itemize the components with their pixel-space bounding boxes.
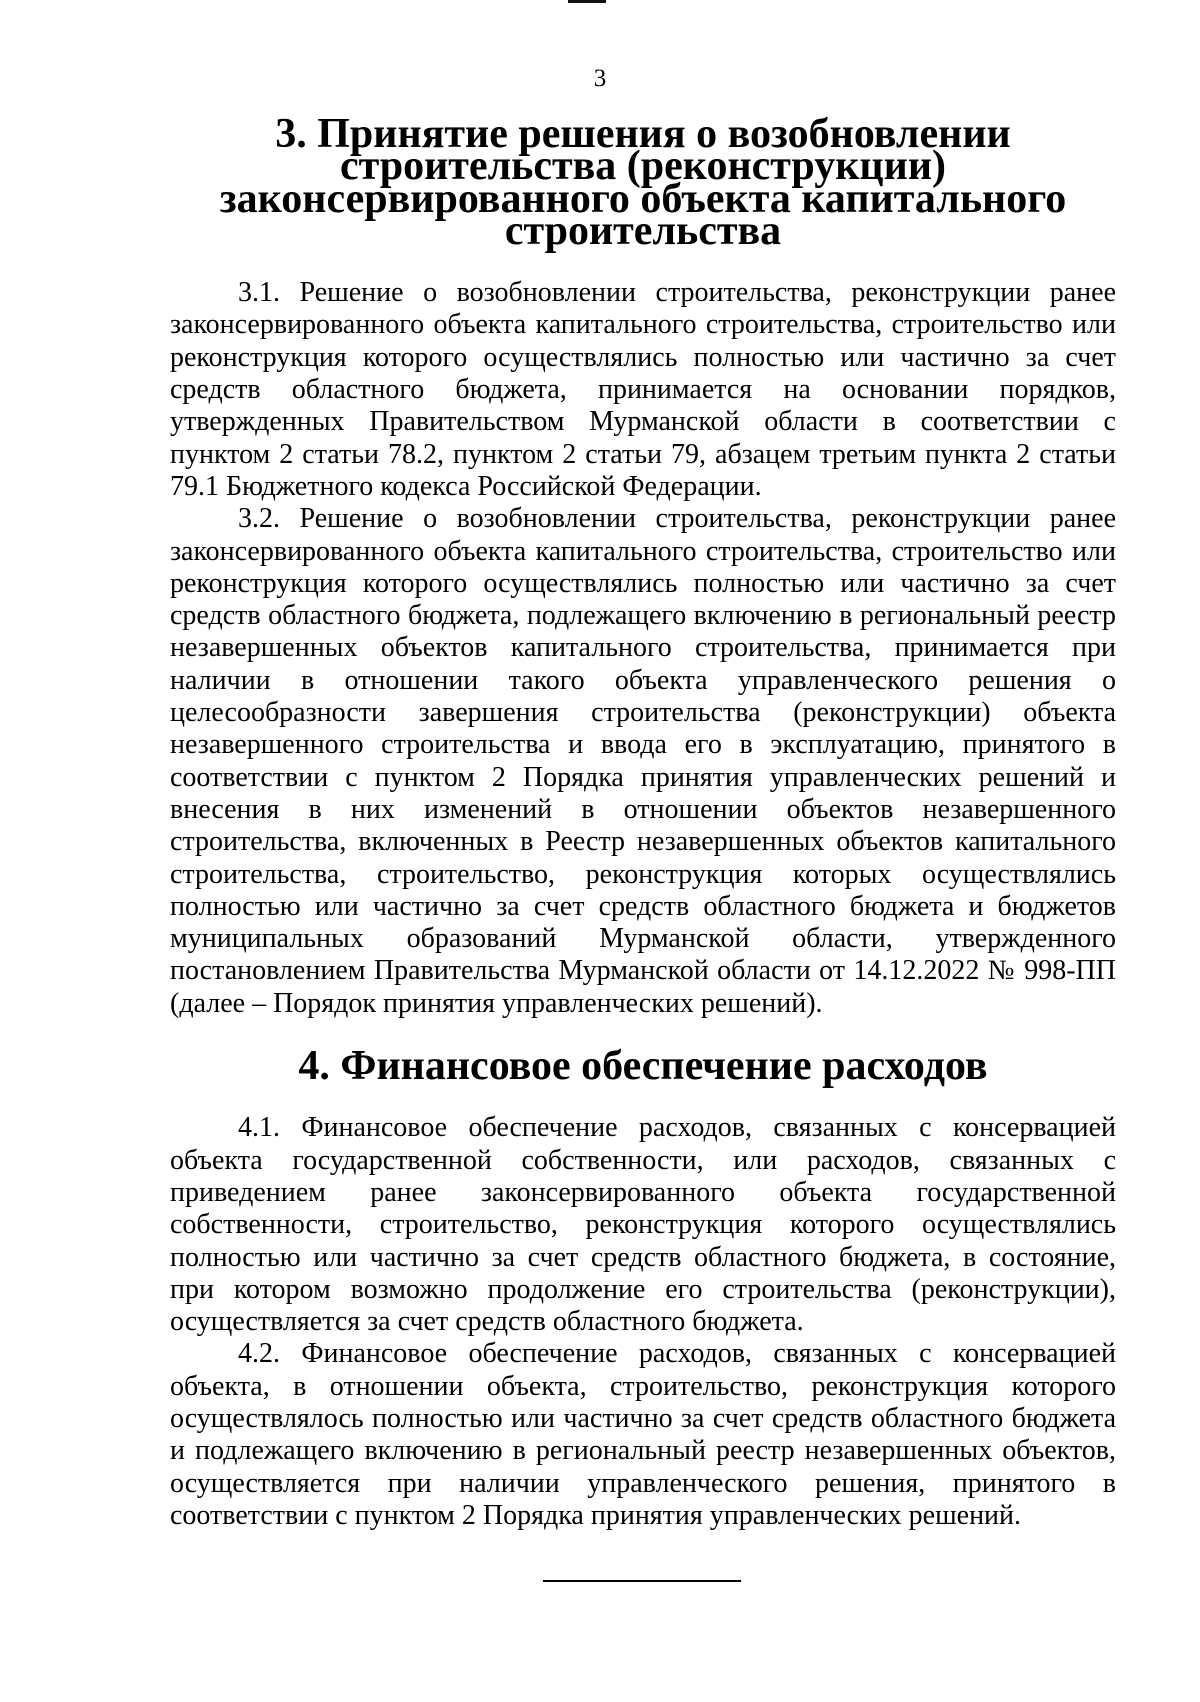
paragraph-4-1: 4.1. Финансовое обеспечение расходов, связанных с консервацией объекта государственной собственности, или расходов, связанных с приведением ранее законсервированного объекта государственной собственности, строительство, реконструкция которого осуществлялись полностью или частично за счет средств областного бюджета, в состояние, при котором возможно продолжение его строительства (реконструкции), осуществляется за счет средств областного бюджета. bbox=[170, 1112, 1116, 1338]
paragraph-3-1: 3.1. Решение о возобновлении строительства, реконструкции ранее законсервированного объекта капитального строительства, строительство или реконструкция которого осуществлялись полностью или частично за счет средств областного бюджета, принимается на основании порядков, утвержденных Правительством Мурманской области в соответствии с пунктом 2 статьи 78.2, пунктом 2 статьи 79, абзацем третьим пункта 2 статьи 79.1 Бюджетного кодекса Российской Федерации. bbox=[170, 277, 1116, 502]
end-of-document-rule bbox=[543, 1580, 741, 1582]
section-3-heading-line-1: 3. Принятие решения о возобновлении строительства (реконструкции) bbox=[275, 111, 1011, 190]
document-body bbox=[170, 111, 1116, 1532]
section-3-heading bbox=[170, 111, 1116, 254]
section-4-heading: 4. Финансовое обеспечение расходов bbox=[298, 1043, 988, 1090]
paragraph-4-2: 4.2. Финансовое обеспечение расходов, связанных с консервацией объекта, в отношении объекта, строительство, реконструкция которого осуществлялось полностью или частично за счет средств областного бюджета и подлежащего включению в региональный реестр незавершенных объектов, осуществляется при наличии управленческого решения, принятого в соответствии с пунктом 2 Порядка принятия управленческих решений. bbox=[170, 1338, 1116, 1531]
section-3-heading-line-2: законсервированного объекта капитального строительства bbox=[219, 175, 1067, 254]
paragraph-3-2: 3.2. Решение о возобновлении строительства, реконструкции ранее законсервированного объекта капитального строительства, строительство или реконструкция которого осуществлялись полностью или частично за счет средств областного бюджета, подлежащего включению в региональный реестр незавершенных объектов капитального строительства, принимается при наличии в отношении такого объекта управленческого решения о целесообразности завершения строительства (реконструкции) объекта незавершенного строительства и ввода его в эксплуатацию, принятого в соответствии с пунктом 2 Порядка принятия управленческих решений и внесения в них изменений в отношении объектов незавершенного строительства, включенных в Реестр незавершенных объектов капитального строительства, строительство, реконструкция которых осуществлялись полностью или частично за счет средств областного бюджета и бюджетов муниципальных образований Мурманской области, утвержденного постановлением Правительства Мурманской области от 14.12.2022 № 998-ПП (далее – Порядок принятия управленческих решений). bbox=[170, 503, 1116, 1019]
page-number: 3 bbox=[593, 65, 607, 92]
top-edge-mark bbox=[568, 0, 606, 3]
